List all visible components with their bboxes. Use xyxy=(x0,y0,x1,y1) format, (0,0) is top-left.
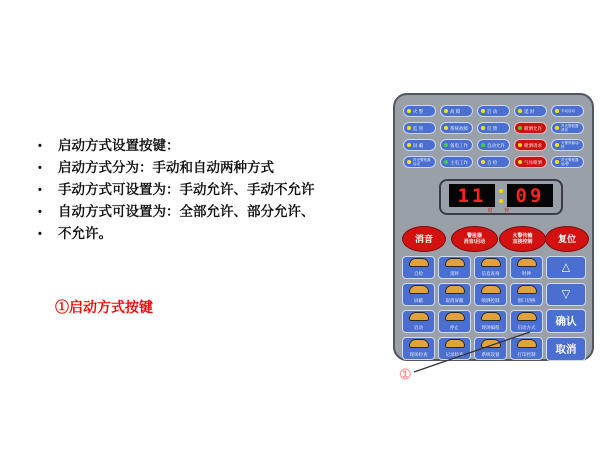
keycap-icon xyxy=(517,285,537,294)
key-start-mode[interactable]: 启动方式 xyxy=(510,310,543,333)
indicator-sounder-output: 声光警报器启/停 xyxy=(551,156,584,168)
key-down[interactable] xyxy=(546,283,586,306)
callout-label: ①启动方式按键 xyxy=(55,299,153,315)
key-field-check[interactable]: 现场检查 xyxy=(402,337,435,360)
indicator-dot xyxy=(555,126,559,130)
key-print-control[interactable]: 打印控制 xyxy=(510,337,543,360)
keycap-icon xyxy=(445,312,465,321)
indicator-dot xyxy=(555,143,559,147)
sounder-mute-start-button[interactable]: 警报器 消音/启动 xyxy=(451,226,498,252)
indicator-dot xyxy=(407,126,411,130)
key-up[interactable] xyxy=(546,256,586,279)
indicator-dot xyxy=(555,160,559,164)
indicator-system-fault: 系统故障 xyxy=(440,122,473,134)
indicator-dot xyxy=(481,160,485,164)
key-self-test[interactable]: 自检 xyxy=(402,256,435,279)
indicator-dot xyxy=(481,143,485,147)
bullet-text: 自动方式可设置为：全部允许、部分允许、 xyxy=(58,204,315,219)
indicator-dot xyxy=(481,126,485,130)
indicator-self-test: 自 检 xyxy=(477,156,510,168)
clock-minutes-lcd xyxy=(507,184,553,207)
indicator-dot xyxy=(444,160,448,164)
keycap-icon xyxy=(517,312,537,321)
key-cancel-shield[interactable]: 取消屏蔽 xyxy=(438,283,471,306)
clock-hours-lcd xyxy=(449,184,495,207)
key-delay[interactable]: 延时 xyxy=(438,256,471,279)
key-info-query[interactable]: 信息查询 xyxy=(474,256,507,279)
key-record-check[interactable]: 记录检查 xyxy=(438,337,471,360)
callout-marker: ① xyxy=(399,366,412,382)
keycap-icon xyxy=(445,285,465,294)
indicator-gas-spray: 气体喷洒 xyxy=(514,156,547,168)
key-spray-control[interactable]: 喷洒控制 xyxy=(474,283,507,306)
indicator-sounder-start: 声光警报器启动 xyxy=(403,156,436,168)
indicator-spray-request: 喷洒请求 xyxy=(514,139,547,151)
indicator-dot xyxy=(444,126,448,130)
indicator-manual-start: 手动启动 xyxy=(551,105,584,117)
mute-button[interactable]: 消音 xyxy=(402,226,446,252)
key-start[interactable]: 启动 xyxy=(402,310,435,333)
bullet-item xyxy=(36,201,376,223)
clock-hours: 11 xyxy=(457,184,487,207)
key-field-program[interactable]: 现场编程 xyxy=(474,310,507,333)
keycap-icon xyxy=(409,285,429,294)
indicator-dot xyxy=(444,109,448,113)
key-stop[interactable]: 停止 xyxy=(438,310,471,333)
key-window-switch[interactable]: 窗口切换 xyxy=(510,283,543,306)
indicator-backup-power: 备电工作 xyxy=(440,139,473,151)
reset-button[interactable]: 复位 xyxy=(545,226,589,252)
key-confirm[interactable]: 确认 xyxy=(546,309,586,333)
indicator-sounder-mute: 声光警报器消音 xyxy=(551,122,584,134)
bullet-text: 启动方式设置按键： xyxy=(58,138,180,153)
oval-button-row xyxy=(395,226,592,252)
clock-display xyxy=(439,179,563,215)
bullet-text: 启动方式分为：手动和自动两种方式 xyxy=(58,160,274,175)
control-panel xyxy=(393,93,594,361)
keycap-icon xyxy=(481,285,501,294)
bullet-item xyxy=(36,179,376,201)
indicator-dot xyxy=(407,109,411,113)
indicator-dot xyxy=(518,143,522,147)
indicator-supervise: 监 管 xyxy=(403,122,436,134)
bullet-item xyxy=(36,135,376,157)
indicator-start: 启 动 xyxy=(477,105,510,117)
indicator-dot xyxy=(444,143,448,147)
indicator-grid xyxy=(403,105,584,168)
indicator-fire: 火 警 xyxy=(403,105,436,117)
clock-minutes: 09 xyxy=(515,184,545,207)
keycap-icon xyxy=(445,258,465,267)
bullet-text: 手动方式可设置为：手动允许、手动不允许 xyxy=(58,182,315,197)
bullet-text: 不允许。 xyxy=(58,226,112,241)
keycap-icon xyxy=(481,312,501,321)
keycap-icon xyxy=(409,312,429,321)
indicator-feedback: 反 馈 xyxy=(477,122,510,134)
key-shield[interactable]: 屏蔽 xyxy=(402,283,435,306)
indicator-dot xyxy=(407,143,411,147)
indicator-dot xyxy=(518,160,522,164)
indicator-delay: 延 时 xyxy=(514,105,547,117)
indicator-auto-allow: 自动允许 xyxy=(477,139,510,151)
indicator-dot xyxy=(407,160,411,164)
indicator-dot xyxy=(518,109,522,113)
indicator-spray-allow: 喷洒允许 xyxy=(514,122,547,134)
indicator-main-power: 主电工作 xyxy=(440,156,473,168)
key-system-setting[interactable]: 系统设置 xyxy=(474,337,507,360)
bullet-item xyxy=(36,157,376,179)
key-cancel[interactable]: 取消 xyxy=(546,337,586,361)
indicator-dot xyxy=(518,126,522,130)
indicator-dot xyxy=(481,109,485,113)
bullet-item xyxy=(36,223,376,245)
clock-label: 时 钟 xyxy=(487,208,515,214)
key-clock-set[interactable]: 时钟 xyxy=(510,256,543,279)
fire-transmission-direct-button[interactable]: 火警传输 直接控制 xyxy=(499,226,546,252)
indicator-shield: 屏 蔽 xyxy=(403,139,436,151)
indicator-fire-transmission: 火警传输启/停 xyxy=(551,139,584,151)
keycap-icon xyxy=(481,258,501,267)
keycap-icon xyxy=(409,258,429,267)
up-arrow-icon: △ xyxy=(561,261,571,273)
keycap-icon xyxy=(517,258,537,267)
down-arrow-icon: ▽ xyxy=(561,288,571,300)
bullet-list xyxy=(36,135,376,245)
callout-line xyxy=(400,325,540,380)
indicator-fault: 故 障 xyxy=(440,105,473,117)
indicator-dot xyxy=(555,109,559,113)
